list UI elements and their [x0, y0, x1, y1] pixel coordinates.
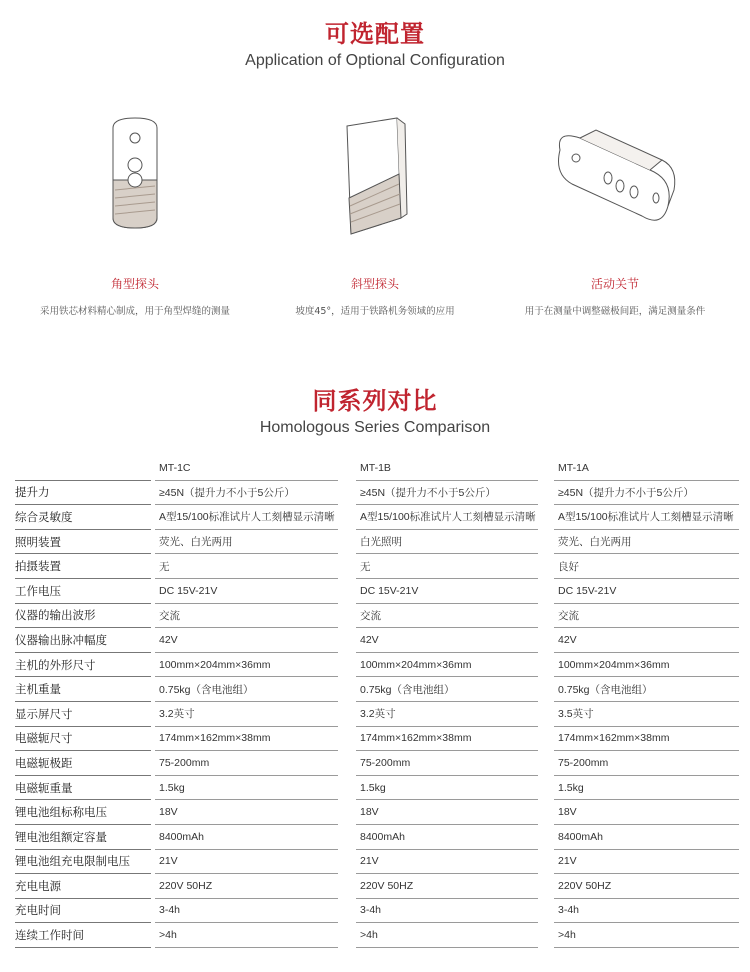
column-gap [538, 726, 554, 751]
cell-value: 42V [155, 628, 338, 653]
cell-value: A型15/100标准试片人工刻槽显示清晰 [554, 505, 739, 530]
row-label: 主机的外形尺寸 [15, 652, 151, 677]
column-gap [338, 505, 356, 530]
column-gap [338, 824, 356, 849]
row-label: 仪器的输出波形 [15, 603, 151, 628]
cell-value: 良好 [554, 554, 739, 579]
table-row [15, 701, 739, 726]
cell-value: ≥45N（提升力不小于5公斤） [155, 480, 338, 505]
column-gap [338, 751, 356, 776]
column-gap [538, 898, 554, 923]
cell-value: 75-200mm [356, 751, 538, 776]
cell-value: 0.75kg（含电池组） [356, 677, 538, 702]
column-gap [338, 452, 356, 480]
cell-value: 220V 50HZ [155, 874, 338, 899]
row-label: 仪器输出脉冲幅度 [15, 628, 151, 653]
cell-value: 42V [356, 628, 538, 653]
option-slant-probe [250, 110, 500, 317]
cell-value: >4h [155, 923, 338, 948]
table-row [15, 480, 739, 505]
comparison-table [15, 452, 739, 948]
cell-value: 3.5英寸 [554, 701, 739, 726]
row-label: 提升力 [15, 480, 151, 505]
column-gap [538, 554, 554, 579]
row-label: 照明装置 [15, 529, 151, 554]
table-row [15, 554, 739, 579]
angle-probe-icon [95, 110, 175, 238]
cell-value: 1.5kg [554, 775, 739, 800]
table-row [15, 824, 739, 849]
cell-value: 75-200mm [554, 751, 739, 776]
option-desc: 用于在测量中调整磁极间距，满足测量条件 [524, 306, 706, 317]
row-label: 锂电池组充电限制电压 [15, 849, 151, 874]
cell-value: 18V [554, 800, 739, 825]
row-label: 充电电源 [15, 874, 151, 899]
table-row [15, 751, 739, 776]
column-gap [338, 849, 356, 874]
column-gap [538, 800, 554, 825]
cell-value: 100mm×204mm×36mm [155, 652, 338, 677]
column-gap [338, 898, 356, 923]
option-angle-probe [10, 110, 260, 317]
option-desc: 坡度45°，适用于铁路机务领域的应用 [295, 306, 455, 317]
cell-value: 0.75kg（含电池组） [554, 677, 739, 702]
cell-value: ≥45N（提升力不小于5公斤） [356, 480, 538, 505]
row-label: 主机重量 [15, 677, 151, 702]
column-gap [538, 751, 554, 776]
cell-value: 174mm×162mm×38mm [554, 726, 739, 751]
table-row [15, 800, 739, 825]
row-label: 拍摄装置 [15, 554, 151, 579]
cell-value: 8400mAh [356, 824, 538, 849]
model-header: MT-1C [155, 452, 338, 480]
column-gap [538, 824, 554, 849]
cell-value: 18V [155, 800, 338, 825]
cell-value: 1.5kg [155, 775, 338, 800]
table-row [15, 452, 739, 480]
option-desc: 采用铁芯材料精心制成，用于角型焊缝的测量 [39, 306, 230, 317]
row-label: 综合灵敏度 [15, 505, 151, 530]
column-gap [338, 554, 356, 579]
cell-value: 174mm×162mm×38mm [155, 726, 338, 751]
model-header: MT-1A [554, 452, 739, 480]
cell-value: DC 15V-21V [356, 578, 538, 603]
row-label: 锂电池组标称电压 [15, 800, 151, 825]
column-gap [338, 628, 356, 653]
row-label: 锂电池组额定容量 [15, 824, 151, 849]
cell-value: 荧光、白光两用 [554, 529, 739, 554]
row-label: 电磁轭极距 [15, 751, 151, 776]
column-gap [538, 677, 554, 702]
table-row [15, 603, 739, 628]
cell-value: 75-200mm [155, 751, 338, 776]
table-row [15, 923, 739, 948]
cell-value: 3-4h [155, 898, 338, 923]
cell-value: 8400mAh [155, 824, 338, 849]
column-gap [538, 628, 554, 653]
cell-value: 交流 [356, 603, 538, 628]
row-label: 连续工作时间 [15, 923, 151, 948]
optional-title-cn: 可选配置 [325, 20, 425, 48]
slant-probe-icon [335, 110, 415, 238]
model-header: MT-1B [356, 452, 538, 480]
comparison-title-cn: 同系列对比 [312, 387, 438, 415]
cell-value: 无 [356, 554, 538, 579]
cell-value: 白光照明 [356, 529, 538, 554]
cell-value: 21V [155, 849, 338, 874]
cell-value: 无 [155, 554, 338, 579]
cell-value: 1.5kg [356, 775, 538, 800]
column-gap [338, 578, 356, 603]
column-gap [538, 652, 554, 677]
column-gap [338, 652, 356, 677]
table-row [15, 898, 739, 923]
row-label: 电磁轭重量 [15, 775, 151, 800]
table-row [15, 726, 739, 751]
cell-value: DC 15V-21V [155, 578, 338, 603]
table-row [15, 628, 739, 653]
column-gap [338, 603, 356, 628]
table-row [15, 505, 739, 530]
column-gap [538, 480, 554, 505]
column-gap [538, 701, 554, 726]
cell-value: 3.2英寸 [356, 701, 538, 726]
column-gap [338, 726, 356, 751]
column-gap [338, 701, 356, 726]
movable-joint-icon [550, 110, 680, 238]
option-name: 斜型探头 [350, 277, 399, 291]
cell-value: 3-4h [356, 898, 538, 923]
cell-value: A型15/100标准试片人工刻槽显示清晰 [356, 505, 538, 530]
cell-value: >4h [356, 923, 538, 948]
column-gap [338, 923, 356, 948]
optional-title-en: Application of Optional Configuration [245, 52, 505, 69]
cell-value: 交流 [554, 603, 739, 628]
column-gap [338, 529, 356, 554]
row-label: 显示屏尺寸 [15, 701, 151, 726]
option-movable-joint [490, 110, 740, 317]
table-row [15, 578, 739, 603]
table-row [15, 775, 739, 800]
cell-value: 100mm×204mm×36mm [356, 652, 538, 677]
cell-value: 220V 50HZ [554, 874, 739, 899]
header-blank [15, 452, 151, 480]
column-gap [538, 505, 554, 530]
column-gap [538, 775, 554, 800]
row-label: 工作电压 [15, 578, 151, 603]
column-gap [338, 800, 356, 825]
column-gap [538, 874, 554, 899]
column-gap [538, 578, 554, 603]
column-gap [538, 923, 554, 948]
column-gap [538, 603, 554, 628]
cell-value: 174mm×162mm×38mm [356, 726, 538, 751]
option-name: 活动关节 [590, 277, 639, 291]
column-gap [338, 480, 356, 505]
cell-value: 220V 50HZ [356, 874, 538, 899]
column-gap [538, 529, 554, 554]
column-gap [538, 452, 554, 480]
cell-value: 21V [356, 849, 538, 874]
table-row [15, 529, 739, 554]
table-row [15, 677, 739, 702]
cell-value: 18V [356, 800, 538, 825]
cell-value: 0.75kg（含电池组） [155, 677, 338, 702]
table-row [15, 849, 739, 874]
table-row [15, 874, 739, 899]
cell-value: A型15/100标准试片人工刻槽显示清晰 [155, 505, 338, 530]
cell-value: 42V [554, 628, 739, 653]
table-row [15, 652, 739, 677]
column-gap [338, 677, 356, 702]
cell-value: 100mm×204mm×36mm [554, 652, 739, 677]
comparison-title-en: Homologous Series Comparison [259, 419, 491, 436]
column-gap [338, 874, 356, 899]
cell-value: 荧光、白光两用 [155, 529, 338, 554]
cell-value: 21V [554, 849, 739, 874]
cell-value: 3-4h [554, 898, 739, 923]
row-label: 电磁轭尺寸 [15, 726, 151, 751]
cell-value: ≥45N（提升力不小于5公斤） [554, 480, 739, 505]
cell-value: 交流 [155, 603, 338, 628]
cell-value: >4h [554, 923, 739, 948]
column-gap [338, 775, 356, 800]
cell-value: 3.2英寸 [155, 701, 338, 726]
column-gap [538, 849, 554, 874]
row-label: 充电时间 [15, 898, 151, 923]
cell-value: DC 15V-21V [554, 578, 739, 603]
cell-value: 8400mAh [554, 824, 739, 849]
option-name: 角型探头 [110, 277, 159, 291]
